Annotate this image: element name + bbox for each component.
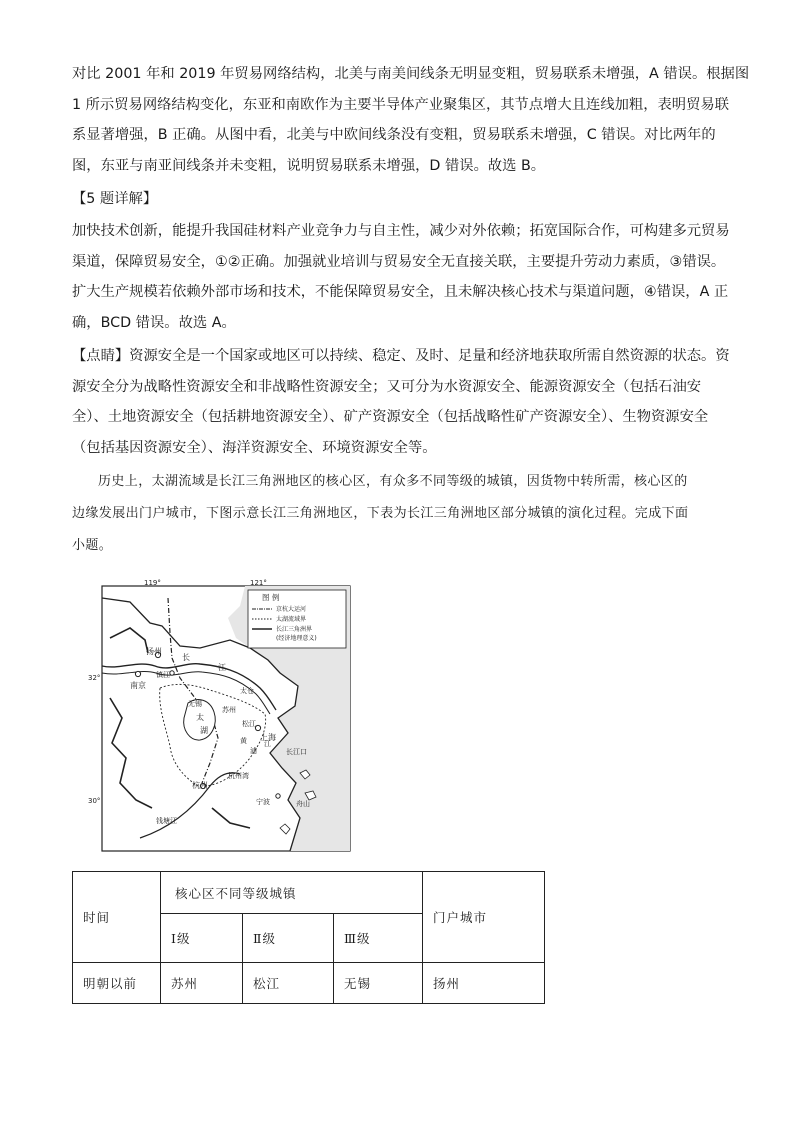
- label-zhoushan: 舟山: [296, 800, 310, 808]
- city-label-songjiang: 松江: [242, 720, 256, 728]
- table-row: [73, 963, 545, 1004]
- label-huang: 黄: [240, 737, 247, 745]
- text-line: 1 所示贸易网络结构变化，东亚和南欧作为主要半导体产业聚集区，其节点增大且连线加粗，表明贸易联: [72, 96, 729, 113]
- lon-label-121: 121°: [250, 579, 267, 587]
- city-marker: [170, 671, 174, 675]
- city-marker: [276, 794, 280, 798]
- text-line: 边缘发展出门户城市，下图示意长江三角洲地区，下表为长江三角洲地区部分城镇的演化过程。完成下面: [72, 506, 689, 521]
- text-line: （包括基因资源安全）、海洋资源安全、环境资源安全等。: [72, 439, 437, 456]
- text-line: 【点睛】资源安全是一个国家或地区可以持续、稳定、及时、足量和经济地获取所需自然资源的状态。资: [72, 348, 730, 364]
- label-jiang: 江: [218, 663, 226, 672]
- cell-level-1: 苏州: [161, 963, 243, 1004]
- town-evolution-table: [72, 871, 545, 1004]
- text-line: 加快技术创新，能提升我国硅材料产业竞争力与自主性，减少对外依赖；拓宽国际合作，可构建多元贸易: [72, 223, 730, 239]
- text-line: 扩大生产规模若依赖外部市场和技术，不能保障贸易安全，且未解决核心技术与渠道问题，④错误，A 正: [72, 284, 729, 300]
- header-level-1: Ⅰ级: [161, 914, 243, 963]
- text-line: 小题。: [72, 538, 113, 553]
- legend-item-delta: 长江三角洲界: [276, 626, 313, 633]
- header-time: 时间: [73, 872, 161, 963]
- label-tai: 太: [196, 713, 204, 722]
- yangtze-delta-map: [88, 578, 352, 853]
- lat-label-30: 30°: [88, 797, 101, 805]
- legend-item-note: (经济地理意义): [276, 635, 317, 642]
- text-line: 全）、土地资源安全（包括耕地资源安全）、矿产资源安全（包括战略性矿产资源安全）、生物资源安全: [72, 409, 709, 425]
- label-pu: 浦: [250, 747, 257, 755]
- header-level-2: Ⅱ级: [243, 914, 334, 963]
- question5-explanation: [72, 216, 730, 338]
- section-heading: 【5 题详解】: [72, 191, 158, 207]
- label-chang: 长: [182, 653, 190, 662]
- legend-item-basin: 太湖流域界: [276, 616, 307, 623]
- label-jiang-huangpu: 江: [264, 740, 271, 748]
- answer-analysis-paragraph: [72, 59, 750, 181]
- cell-level-3: 无锡: [334, 963, 423, 1004]
- city-label-nanjing: 南京: [130, 681, 146, 690]
- text-line: 历史上，太湖流域是长江三角洲地区的核心区，有众多不同等级的城镇，因货物中转所需，核心区的: [98, 474, 688, 489]
- cell-gateway: 扬州: [423, 963, 545, 1004]
- city-label-ningbo: 宁波: [256, 798, 270, 806]
- lat-label-32: 32°: [88, 674, 101, 682]
- city-label-zhenjiang: 镇江: [156, 671, 170, 679]
- label-hu: 湖: [200, 726, 208, 735]
- city-label-taicang: 太仓: [240, 687, 254, 695]
- legend-item-canal: 京杭大运河: [276, 606, 307, 613]
- text-line: 对比 2001 年和 2019 年贸易网络结构，北美与南美间线条无明显变粗，贸易联系未增强，A 错误。根据图: [72, 66, 750, 82]
- header-level-3: Ⅲ级: [334, 914, 423, 963]
- label-qiantang: 钱塘江: [156, 817, 177, 825]
- cell-level-2: 松江: [243, 963, 334, 1004]
- legend-title: 图 例: [262, 593, 280, 602]
- city-label-yangzhou: 扬州: [146, 647, 162, 656]
- text-line: 图，东亚与南亚间线条并未变粗，说明贸易联系未增强，D 错误。故选 B。: [72, 157, 546, 174]
- city-marker: [135, 671, 140, 676]
- city-marker: [255, 725, 260, 730]
- text-line: 源安全分为战略性资源安全和非战略性资源安全；又可分为水资源安全、能源资源安全（包括石油安: [72, 378, 702, 395]
- key-point-paragraph: [72, 341, 730, 463]
- question-stem-paragraph: [72, 466, 722, 562]
- city-label-wuxi: 无锡: [188, 700, 202, 708]
- city-label-shanghai: 上海: [260, 733, 276, 742]
- label-hangzhou-bay: 杭州湾: [228, 772, 249, 780]
- text-line: 系显著增强，B 正确。从图中看，北美与中欧间线条没有变粗，贸易联系未增强，C 错误。对比两年的: [72, 127, 716, 143]
- cell-time: 明朝以前: [73, 963, 161, 1004]
- header-core-towns: 核心区不同等级城镇: [161, 872, 423, 914]
- text-line: 确，BCD 错误。故选 A。: [72, 314, 236, 331]
- lon-label-119: 119°: [144, 579, 161, 587]
- header-gateway-city: 门户城市: [423, 872, 545, 963]
- label-changjiangkou: 长江口: [286, 748, 307, 756]
- city-label-suzhou: 苏州: [222, 706, 236, 714]
- text-line: 渠道，保障贸易安全，①②正确。加强就业培训与贸易安全无直接关联，主要提升劳动力素质，③错误。: [72, 253, 726, 270]
- city-label-hangzhou: 杭州: [192, 781, 208, 790]
